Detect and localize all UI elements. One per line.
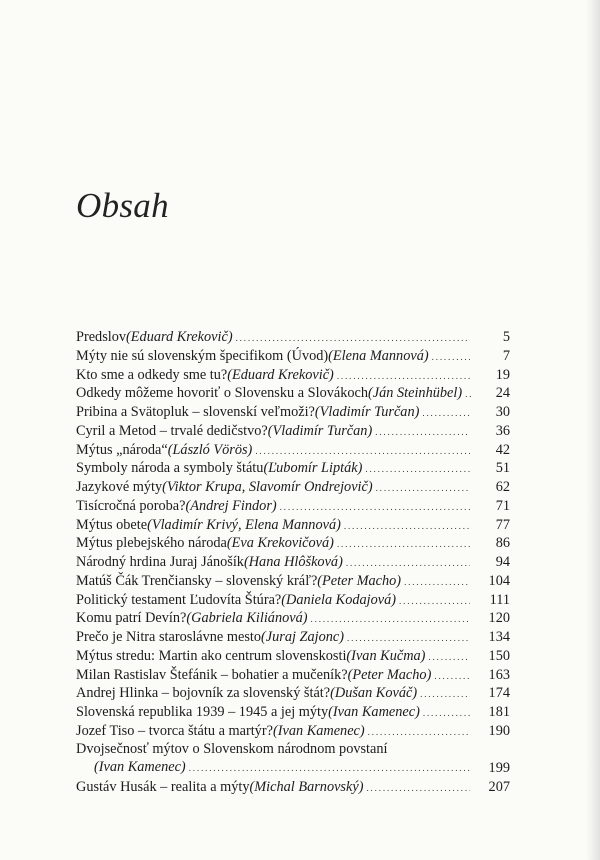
toc-entry-text	[76, 403, 472, 423]
toc-entry	[76, 628, 510, 647]
dot-leader	[428, 647, 470, 667]
toc-entry	[76, 647, 510, 666]
entry-author: (Ivan Kamenec)	[328, 704, 420, 720]
toc-entry	[76, 741, 510, 779]
dot-leader	[434, 666, 470, 686]
entry-title: Symboly národa a symboly štátu	[76, 460, 264, 477]
toc-entry-text	[76, 703, 472, 723]
toc-entry	[76, 553, 510, 572]
toc-entry-text	[76, 459, 472, 479]
entry-author: (Vladimír Turčan)	[267, 422, 373, 439]
entry-page-number: 163	[488, 666, 510, 683]
toc-entry-text	[76, 684, 472, 704]
entry-page-number: 120	[488, 610, 510, 627]
table-of-contents	[76, 328, 510, 797]
entry-page-number: 62	[495, 479, 510, 495]
toc-entry-text	[76, 591, 472, 611]
entry-author: (Viktor Krupa, Slavomír Ondrejovič)	[162, 479, 373, 495]
entry-title: Prečo je Nitra staroslávne mesto	[76, 629, 262, 645]
entry-page-number: 19	[495, 366, 510, 383]
dot-leader	[344, 516, 470, 536]
entry-author: (Hana Hlôšková)	[243, 554, 343, 570]
entry-page-number: 174	[488, 685, 510, 702]
entry-title: Mýtus plebejského národa	[76, 535, 227, 552]
entry-title: Cyril a Metod – trvalé dedičstvo?	[76, 422, 268, 439]
toc-entry-text	[76, 516, 472, 536]
entry-page-number: 181	[488, 704, 510, 720]
toc-entry-text	[76, 609, 472, 629]
toc-entry	[76, 684, 510, 703]
entry-title: Jozef Tiso – tvorca štátu a martýr?	[76, 722, 273, 739]
dot-leader	[465, 384, 471, 404]
entry-title: Predslov	[76, 329, 127, 345]
entry-page-number: 134	[488, 629, 510, 645]
page-edge-shadow	[586, 0, 600, 860]
entry-page-number: 150	[488, 647, 510, 664]
entry-page-number: 24	[495, 385, 510, 402]
entry-title: Tisícročná poroba?	[76, 497, 186, 514]
entry-author: (Peter Macho)	[317, 572, 402, 589]
toc-entry	[76, 516, 510, 535]
entry-page-number: 104	[488, 572, 510, 589]
page-title: Obsah	[76, 186, 169, 225]
entry-author: (Ivan Kamenec)	[272, 722, 365, 739]
entry-title: Gustáv Husák – realita a mýty	[76, 779, 250, 795]
toc-entry	[76, 366, 510, 385]
entry-author: (Vladimír Krivý, Elena Mannová)	[147, 516, 341, 533]
toc-entry	[76, 722, 510, 741]
toc-entry-text	[76, 347, 472, 367]
toc-entry	[76, 328, 510, 347]
toc-entry	[76, 347, 510, 366]
toc-entry-text	[76, 647, 472, 667]
entry-page-number: 207	[488, 779, 510, 795]
toc-entry	[76, 497, 510, 516]
toc-entry-text	[76, 628, 472, 648]
entry-title: Slovenská republika 1939 – 1945 a jej mýty	[76, 704, 329, 720]
entry-title: Andrej Hlinka – bojovník za slovenský štát?	[76, 685, 331, 702]
dot-leader	[236, 328, 470, 348]
toc-entry-text	[76, 422, 472, 442]
entry-page-number: 5	[502, 329, 510, 345]
toc-entry	[76, 778, 510, 797]
toc-entry	[76, 534, 510, 553]
entry-page-number: 86	[495, 535, 510, 552]
dot-leader	[337, 366, 470, 386]
toc-entry	[76, 441, 510, 460]
toc-entry	[76, 422, 510, 441]
toc-entry-text	[76, 328, 472, 348]
entry-author: (Ivan Kamenec)	[94, 759, 186, 776]
dot-leader	[280, 497, 470, 517]
entry-title: Odkedy môžeme hovoriť o Slovensku a Slovákoch	[76, 385, 368, 402]
entry-title: Mýty nie sú slovenským špecifikom (Úvod)	[76, 347, 329, 364]
entry-author: (Juraj Zajonc)	[261, 629, 345, 645]
entry-title: Kto sme a odkedy sme tu?	[76, 366, 228, 383]
entry-page-number: 30	[495, 404, 510, 420]
entry-author: (Dušan Kováč)	[330, 685, 418, 702]
toc-entry-text	[76, 478, 472, 498]
dot-leader	[404, 572, 470, 592]
entry-author: (Gabriela Kiliánová)	[186, 610, 308, 627]
toc-entry	[76, 478, 510, 497]
toc-entry-text	[76, 441, 472, 461]
entry-continuation	[76, 758, 472, 778]
dot-leader	[365, 459, 470, 479]
entry-author: (Vladimír Turčan)	[314, 404, 420, 420]
toc-entry-text	[76, 553, 472, 573]
toc-entry	[76, 384, 510, 403]
toc-entry-text	[76, 497, 472, 517]
entry-author: (Ľubomír Lipták)	[263, 460, 363, 477]
dot-leader	[366, 778, 470, 798]
toc-entry-text	[76, 384, 472, 404]
toc-entry-text	[76, 740, 472, 779]
entry-author: (Andrej Findor)	[185, 497, 277, 514]
entry-author: (Michal Barnovský)	[249, 779, 364, 795]
dot-leader	[189, 758, 472, 778]
dot-leader	[347, 628, 470, 648]
toc-entry-text	[76, 666, 472, 686]
entry-title: Národný hrdina Juraj Jánošík	[76, 554, 244, 570]
entry-page-number: 36	[495, 422, 510, 439]
toc-entry	[76, 591, 510, 610]
entry-author: (Eduard Krekovič)	[227, 366, 334, 383]
toc-entry	[76, 703, 510, 722]
dot-leader	[311, 609, 470, 629]
entry-page-number: 42	[495, 441, 510, 458]
dot-leader	[376, 478, 470, 498]
entry-author: (László Vörös)	[167, 441, 253, 458]
dot-leader	[375, 422, 470, 442]
dot-leader	[346, 553, 470, 573]
dot-leader	[432, 347, 470, 367]
entry-author: (Elena Mannová)	[328, 347, 429, 364]
entry-title: Matúš Čák Trenčiansky – slovenský kráľ?	[76, 572, 318, 589]
entry-page-number: 111	[489, 591, 510, 608]
entry-title: Dvojsečnosť mýtov o Slovenskom národnom povstaní	[76, 740, 388, 757]
entry-page-number: 71	[495, 497, 510, 514]
toc-entry-text	[76, 572, 472, 592]
entry-author: (Peter Macho)	[347, 666, 432, 683]
entry-title: Mýtus „národa“	[76, 441, 168, 458]
entry-title: Mýtus stredu: Martin ako centrum slovenskosti	[76, 647, 347, 664]
entry-author: (Eduard Krekovič)	[126, 329, 233, 345]
entry-author: (Daniela Kodajová)	[281, 591, 397, 608]
toc-entry	[76, 459, 510, 478]
entry-page-number: 7	[502, 347, 510, 364]
entry-title: Pribina a Svätopluk – slovenskí veľmoži?	[76, 404, 315, 420]
toc-entry-text	[76, 778, 472, 798]
entry-title: Jazykové mýty	[76, 479, 163, 495]
entry-author: (Ján Steinhübel)	[368, 385, 463, 402]
entry-title: Komu patrí Devín?	[76, 610, 187, 627]
dot-leader	[420, 684, 470, 704]
entry-title: Politický testament Ľudovíta Štúra?	[76, 591, 282, 608]
toc-entry	[76, 403, 510, 422]
entry-author: (Eva Krekovičová)	[226, 535, 334, 552]
dot-leader	[423, 703, 470, 723]
entry-page-number: 199	[488, 760, 510, 777]
toc-entry-text	[76, 534, 472, 554]
entry-title: Mýtus obete	[76, 516, 148, 533]
entry-title: Milan Rastislav Štefánik – bohatier a mučeník?	[76, 666, 348, 683]
entry-page-number: 77	[495, 516, 510, 533]
toc-entry	[76, 609, 510, 628]
entry-page-number: 51	[495, 460, 510, 477]
dot-leader	[399, 591, 470, 611]
dot-leader	[255, 441, 470, 461]
toc-entry	[76, 572, 510, 591]
entry-page-number: 94	[495, 554, 510, 570]
entry-page-number: 190	[488, 722, 510, 739]
toc-entry	[76, 666, 510, 685]
dot-leader	[422, 403, 470, 423]
dot-leader	[337, 534, 470, 554]
toc-entry-text	[76, 366, 472, 386]
entry-author: (Ivan Kučma)	[346, 647, 426, 664]
